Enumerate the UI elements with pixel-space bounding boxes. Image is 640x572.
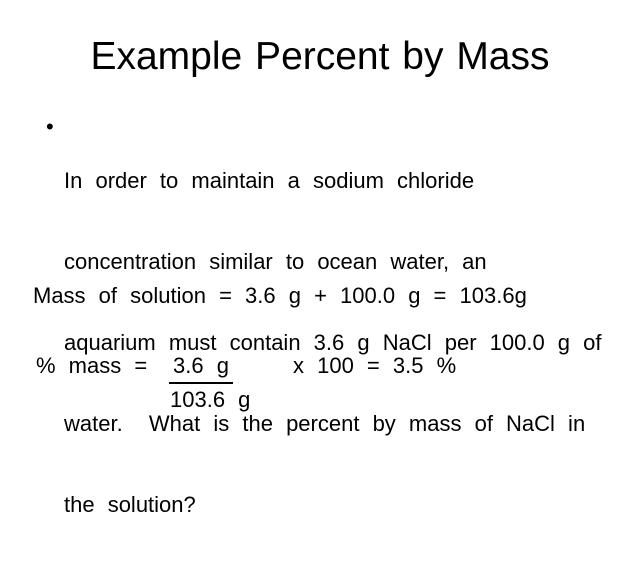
fraction-numerator: 3.6 g	[169, 352, 233, 384]
bullet-line: water. What is the percent by mass of NaCl in	[64, 411, 586, 436]
bullet-line: concentration similar to ocean water, an	[64, 249, 487, 274]
percent-mass-label: % mass =	[36, 353, 148, 378]
percent-mass-result: x 100 = 3.5 %	[293, 353, 457, 378]
bullet-line: In order to maintain a sodium chloride	[64, 168, 475, 193]
slide-title: Example Percent by Mass	[90, 35, 550, 78]
bullet-paragraph	[64, 113, 602, 572]
fraction-denominator: 103.6 g	[170, 387, 251, 412]
mass-of-solution-equation: Mass of solution = 3.6 g + 100.0 g = 103.6g	[33, 283, 527, 308]
bullet-marker: •	[46, 114, 54, 139]
bullet-line: the solution?	[64, 492, 196, 517]
bullet-line: aquarium must contain 3.6 g NaCl per 100.0 g of	[64, 330, 602, 355]
